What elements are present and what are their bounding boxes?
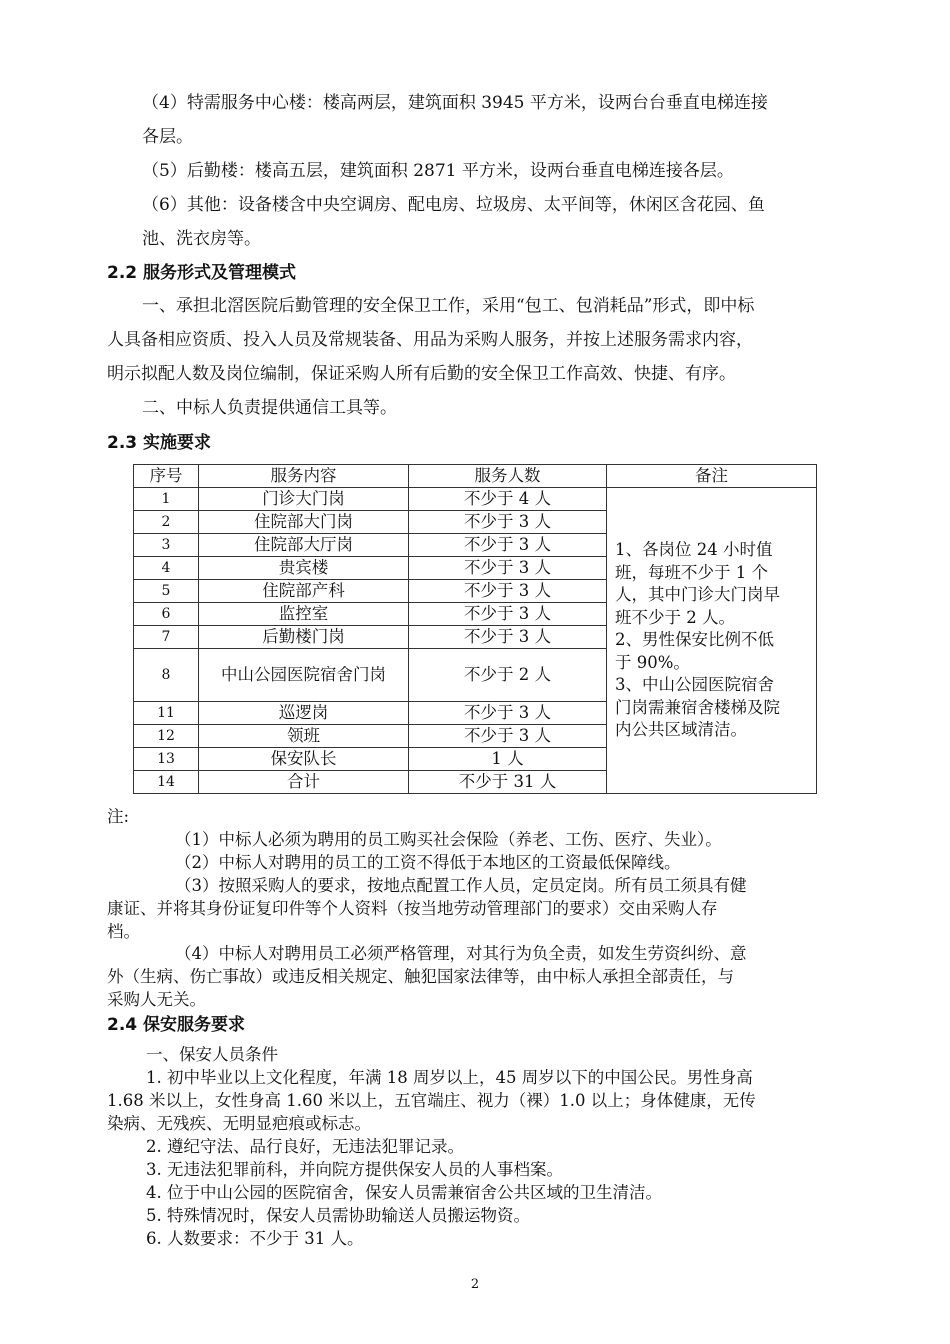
section-2-2-heading: 2.2 服务形式及管理模式 xyxy=(107,263,297,283)
row-service: 住院部产科 xyxy=(199,580,409,603)
condition-1-line-1: 1. 初中毕业以上文化程度，年满 18 周岁以上，45 周岁以下的中国公民。男性身高 xyxy=(146,1068,753,1087)
header-service: 服务内容 xyxy=(199,465,409,488)
row-serial: 12 xyxy=(134,725,199,748)
row-service: 监控室 xyxy=(199,603,409,626)
table-row xyxy=(134,488,817,511)
note-1: （1）中标人必须为聘用的员工购买社会保险（养老、工伤、医疗、失业）。 xyxy=(175,830,722,849)
row-serial: 11 xyxy=(134,702,199,725)
row-staff-count: 不少于 3 人 xyxy=(409,702,607,725)
note-2: （2）中标人对聘用的员工的工资不得低于本地区的工资最低保障线。 xyxy=(175,853,681,872)
row-serial: 7 xyxy=(134,626,199,649)
remarks-cell xyxy=(607,488,817,794)
section-2-2-para1-line-2: 人具备相应资质、投入人员及常规装备、用品为采购人服务，并按上述服务需求内容， xyxy=(107,330,753,350)
note-3-line-1: （3）按照采购人的要求，按地点配置工作人员，定员定岗。所有员工须具有健 xyxy=(175,876,747,895)
row-service: 住院部大门岗 xyxy=(199,511,409,534)
row-serial: 13 xyxy=(134,748,199,771)
note-3-line-3: 档。 xyxy=(107,922,140,941)
row-serial: 2 xyxy=(134,511,199,534)
condition-3: 3. 无违法犯罪前科，并向院方提供保安人员的人事档案。 xyxy=(146,1160,563,1179)
note-3-line-2: 康证、并将其身份证复印件等个人资料（按当地劳动管理部门的要求）交由采购人存 xyxy=(107,899,718,918)
condition-5: 5. 特殊情况时，保安人员需协助输送人员搬运物资。 xyxy=(146,1206,530,1225)
remark-line: 2、男性保安比例不低 xyxy=(615,630,774,650)
row-staff-count: 不少于 3 人 xyxy=(409,580,607,603)
condition-6: 6. 人数要求：不少于 31 人。 xyxy=(146,1229,364,1248)
row-serial: 6 xyxy=(134,603,199,626)
staffing-table xyxy=(133,464,817,794)
row-staff-count: 不少于 4 人 xyxy=(409,488,607,511)
remark-line: 班不少于 2 人。 xyxy=(615,607,735,627)
row-staff-count: 1 人 xyxy=(409,748,607,771)
remark-line: 门岗需兼宿舍楼梯及院 xyxy=(615,697,780,717)
row-serial: 1 xyxy=(134,488,199,511)
table-header-row xyxy=(134,465,817,488)
item-6-line-2: 池、洗衣房等。 xyxy=(142,229,261,249)
row-staff-count: 不少于 31 人 xyxy=(409,771,607,794)
condition-1-line-3: 染病、无残疾、无明显疤痕或标志。 xyxy=(107,1114,371,1133)
item-5-line-1: （5）后勤楼：楼高五层，建筑面积 2871 平方米，设两台垂直电梯连接各层。 xyxy=(142,161,734,181)
header-remarks: 备注 xyxy=(607,465,817,488)
row-serial: 5 xyxy=(134,580,199,603)
note-4-line-3: 采购人无关。 xyxy=(107,990,206,1009)
notes-label: 注: xyxy=(107,807,130,826)
row-serial: 3 xyxy=(134,534,199,557)
row-serial: 14 xyxy=(134,771,199,794)
row-serial: 4 xyxy=(134,557,199,580)
page-number: 2 xyxy=(470,1277,480,1292)
row-service: 中山公园医院宿舍门岗 xyxy=(199,649,409,702)
section-2-4-heading: 2.4 保安服务要求 xyxy=(107,1015,246,1035)
remark-line: 人，其中门诊大门岗早 xyxy=(615,585,780,605)
row-staff-count: 不少于 3 人 xyxy=(409,511,607,534)
note-4-line-2: 外（生病、伤亡事故）或违反相关规定、触犯国家法律等，由中标人承担全部责任，与 xyxy=(107,967,734,986)
item-4-line-1: （4）特需服务中心楼：楼高两层，建筑面积 3945 平方米，设两台台垂直电梯连接 xyxy=(142,93,768,113)
header-serial: 序号 xyxy=(134,465,199,488)
row-serial: 8 xyxy=(134,649,199,702)
remark-line: 于 90%。 xyxy=(615,652,690,672)
remark-line: 3、中山公园医院宿舍 xyxy=(615,675,774,695)
row-staff-count: 不少于 3 人 xyxy=(409,626,607,649)
section-2-2-para1-line-3: 明示拟配人数及岗位编制，保证采购人所有后勤的安全保卫工作高效、快捷、有序。 xyxy=(107,364,736,384)
section-2-4-subtitle: 一、保安人员条件 xyxy=(146,1045,278,1064)
row-service: 巡逻岗 xyxy=(199,702,409,725)
condition-2: 2. 遵纪守法、品行良好，无违法犯罪记录。 xyxy=(146,1137,464,1156)
row-service: 保安队长 xyxy=(199,748,409,771)
header-staff-count: 服务人数 xyxy=(409,465,607,488)
remark-line: 内公共区域清洁。 xyxy=(615,720,747,740)
row-staff-count: 不少于 3 人 xyxy=(409,557,607,580)
remark-line: 1、各岗位 24 小时值 xyxy=(615,540,773,560)
row-staff-count: 不少于 3 人 xyxy=(409,603,607,626)
section-2-2-para2: 二、中标人负责提供通信工具等。 xyxy=(142,398,397,418)
row-service: 门诊大门岗 xyxy=(199,488,409,511)
row-staff-count: 不少于 3 人 xyxy=(409,725,607,748)
row-service: 住院部大厅岗 xyxy=(199,534,409,557)
row-staff-count: 不少于 2 人 xyxy=(409,649,607,702)
section-2-2-para1-line-1: 一、承担北滘医院后勤管理的安全保卫工作，采用“包工、包消耗品”形式，即中标 xyxy=(142,296,755,316)
condition-1-line-2: 1.68 米以上，女性身高 1.60 米以上，五官端庄、视力（裸）1.0 以上；身体健康，无传 xyxy=(107,1091,756,1110)
remark-line: 班，每班不少于 1 个 xyxy=(615,562,768,582)
condition-4: 4. 位于中山公园的医院宿舍，保安人员需兼宿舍公共区域的卫生清洁。 xyxy=(146,1183,662,1202)
item-4-line-2: 各层。 xyxy=(142,127,193,147)
row-service: 后勤楼门岗 xyxy=(199,626,409,649)
note-4-line-1: （4）中标人对聘用员工必须严格管理，对其行为负全责，如发生劳资纠纷、意 xyxy=(175,944,747,963)
row-service: 合计 xyxy=(199,771,409,794)
row-service: 贵宾楼 xyxy=(199,557,409,580)
item-6-line-1: （6）其他：设备楼含中央空调房、配电房、垃圾房、太平间等，休闲区含花园、鱼 xyxy=(142,195,765,215)
row-service: 领班 xyxy=(199,725,409,748)
row-staff-count: 不少于 3 人 xyxy=(409,534,607,557)
section-2-3-heading: 2.3 实施要求 xyxy=(107,433,212,453)
